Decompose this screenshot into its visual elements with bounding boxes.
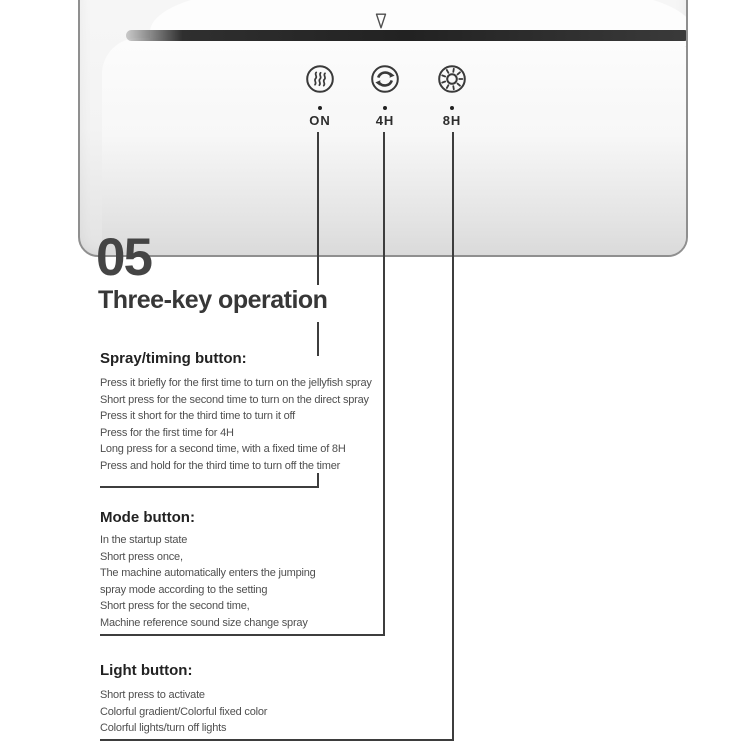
page-title: Three-key operation bbox=[98, 286, 328, 314]
body-line: Press for the first time for 4H bbox=[100, 426, 234, 439]
body-line: Long press for a second time, with a fixed time of 8H bbox=[100, 443, 346, 456]
body-line: Press it short for the third time to turn it off bbox=[100, 410, 296, 423]
body-line: Short press for the second time to turn on the direct spray bbox=[100, 393, 369, 406]
body-line: Short press once, bbox=[100, 550, 183, 563]
mode-section-body bbox=[100, 532, 316, 632]
body-line: Short press to activate bbox=[100, 689, 205, 701]
indicator-dot bbox=[318, 106, 322, 110]
spray-section-heading: Spray/timing button: bbox=[100, 350, 247, 367]
light-section-heading: Light button: bbox=[100, 662, 193, 679]
body-line: Press it briefly for the first time to turn on the jellyfish spray bbox=[100, 377, 372, 389]
body-line: Colorful lights/turn off lights bbox=[100, 722, 227, 735]
body-line: In the startup state bbox=[100, 534, 188, 546]
body-line: Press and hold for the third time to turn off the timer bbox=[100, 459, 341, 472]
cycle-icon bbox=[370, 64, 400, 94]
indicator-dot bbox=[450, 106, 454, 110]
step-number: 05 bbox=[96, 228, 151, 287]
body-line: The machine automatically enters the jumping bbox=[100, 567, 316, 580]
light-icon bbox=[437, 64, 467, 94]
device-dark-band bbox=[126, 30, 688, 41]
body-line: Machine reference sound size change spray bbox=[100, 616, 308, 629]
connector-on-upper bbox=[317, 132, 319, 285]
indicator-dot bbox=[383, 106, 387, 110]
connector-4h bbox=[383, 132, 385, 636]
button-label-on: ON bbox=[309, 113, 331, 128]
body-line: Short press for the second time, bbox=[100, 600, 250, 613]
steam-icon bbox=[305, 64, 335, 94]
body-line: Colorful gradient/Colorful fixed color bbox=[100, 705, 268, 718]
button-label-8h: 8H bbox=[442, 113, 462, 128]
connector-on-middle bbox=[317, 322, 319, 356]
spray-section-body bbox=[100, 375, 372, 475]
underline-spray-section bbox=[100, 486, 319, 488]
underline-light-section bbox=[100, 739, 454, 741]
connector-8h bbox=[452, 132, 454, 741]
body-line: spray mode according to the setting bbox=[100, 583, 268, 596]
mode-section-heading: Mode button: bbox=[100, 509, 195, 526]
underline-mode-section bbox=[100, 634, 385, 636]
light-section-body bbox=[100, 687, 267, 737]
down-triangle-icon bbox=[375, 13, 387, 29]
button-label-4h: 4H bbox=[375, 113, 395, 128]
